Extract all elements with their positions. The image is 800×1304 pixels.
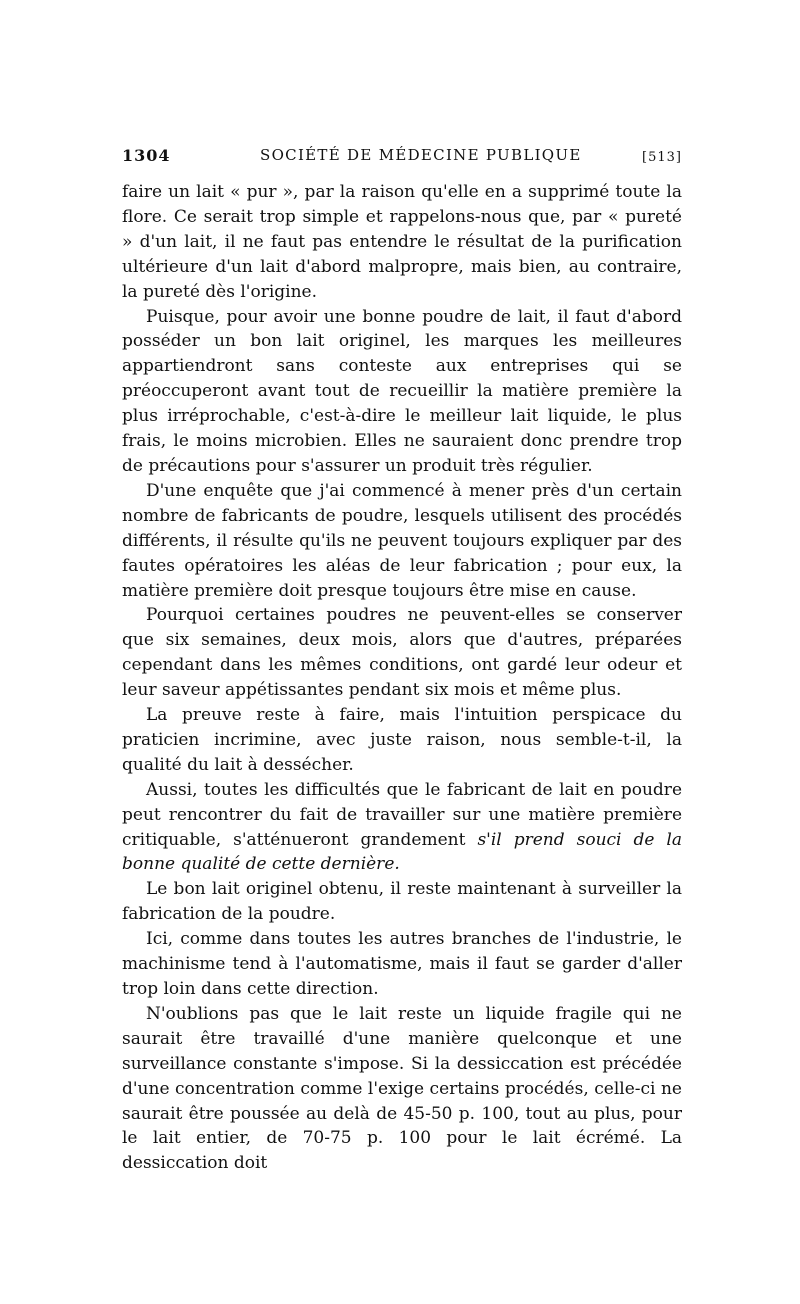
paragraph-6: [122, 778, 682, 878]
running-header: [122, 146, 682, 180]
paragraph-6-text: Aussi, toutes les difficultés que le fabricant de lait en poudre peut rencontrer du fait de travailler sur une matière première critiquable, s'atténueront grandement: [122, 779, 682, 850]
paragraph-6-italic: s'il prend souci de la bonne qualité de cette dernière.: [122, 829, 682, 875]
paragraph-2: Puisque, pour avoir une bonne poudre de lait, il faut d'abord posséder un bon lait originel, les marques les meilleures appartiendront sans conteste aux entreprises qui se préoccuperont avant tout de recueillir la matière première la plus irréprochable, c'est-à-dire le meilleur lait liquide, le plus frais, le moins microbien. Elles ne sauraient donc prendre trop de précautions pour s'assurer un produit très régulier.: [122, 306, 682, 476]
paragraph-3: D'une enquête que j'ai commencé à mener près d'un certain nombre de fabricants de poudre, lesquels utilisent des procédés différents, il résulte qu'ils ne peuvent toujours expliquer par des fautes opératoires les aléas de leur fabrication ; pour eux, la matière première doit presque toujours être mise en cause.: [122, 480, 682, 601]
paragraph-5: La preuve reste à faire, mais l'intuition perspicace du praticien incrimine, avec juste raison, nous semble-t-il, la qualité du lait à dessécher.: [122, 705, 682, 775]
paragraph-8: Ici, comme dans toutes les autres branches de l'industrie, le machinisme tend à l'automatisme, mais il faut se garder d'aller trop loin dans cette direction.: [122, 929, 682, 999]
paragraph-1: faire un lait « pur », par la raison qu'elle en a supprimé toute la flore. Ce serait trop simple et rappelons-nous que, par « pureté » d'un lait, il ne faut pas entendre le résultat de la purification ultérieure d'un lait d'abord malpropre, mais bien, au contraire, la pureté dès l'origine.: [122, 182, 682, 302]
page-number: 1304: [122, 146, 171, 165]
paragraph-7: Le bon lait originel obtenu, il reste maintenant à surveiller la fabrication de la poudre.: [122, 879, 682, 925]
book-page: [122, 146, 682, 1176]
paragraph-4: Pourquoi certaines poudres ne peuvent-elles se conserver que six semaines, deux mois, alors que d'autres, préparées cependant dans les mêmes conditions, ont gardé leur odeur et leur saveur appétissantes pendant six mois et même plus.: [122, 605, 682, 701]
page-reference: [513]: [642, 150, 682, 165]
paragraph-9: N'oublions pas que le lait reste un liquide fragile qui ne saurait être travaillé d'une manière quelconque et une surveillance constante s'impose. Si la dessiccation est précédée d'une concentration comme l'exige certains procédés, celle-ci ne saurait être poussée au delà de 45-50 p. 100, tout au plus, pour le lait entier, de 70-75 p. 100 pour le lait écrémé. La dessiccation doit: [122, 1003, 682, 1174]
body-text: [122, 180, 682, 1176]
running-title: SOCIÉTÉ DE MÉDECINE PUBLIQUE: [260, 146, 582, 164]
